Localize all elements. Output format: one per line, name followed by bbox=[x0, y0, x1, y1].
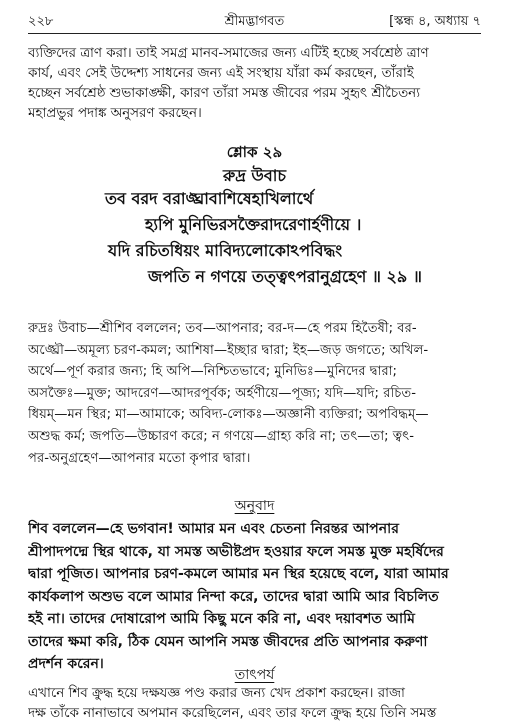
synonym-line: অশুদ্ধ কর্ম; জপতি—উচ্চারণ করে; ন গণয়ে—গ্রাহ্য করি না; তৎ—তা; ত্বৎ- bbox=[28, 428, 414, 444]
translation-line: শ্রীপাদপদ্মে স্থির থাকে, যা সমস্ত অভীষ্টপ্রদ হওয়ার ফলে সমস্ত মুক্ত মহর্ষিদের bbox=[28, 543, 444, 560]
verse-speaker: রুদ্র উবাচ bbox=[222, 166, 287, 185]
synonym-line: পর-অনুগ্রহেণ—আপনার মতো কৃপার দ্বারা। bbox=[28, 450, 251, 466]
synonym-line: অসক্তৈঃ—মুক্ত; আদরেণ—আদরপূর্বক; অর্হণীয়ে—পূজ্য; যদি—যদি; রচিত- bbox=[28, 385, 416, 401]
translation-line: শিব বললেন—হে ভগবান! আমার মন এবং চেতনা নিরন্তর আপনার bbox=[28, 521, 399, 537]
verse-line: তব বরদ বরাঙ্ঘ্রাবাশিষেহাখিলার্থে bbox=[105, 189, 314, 208]
intro-paragraph bbox=[28, 44, 480, 124]
header-divider bbox=[28, 33, 481, 34]
verse-line: যদি রচিতধিয়ং মাবিদ্যলোকোঽপবিদ্ধং bbox=[108, 241, 343, 260]
verse-line: হ্যপি মুনিভিরসক্তৈরাদরেণার্হণীয়ে । bbox=[145, 215, 362, 234]
canto-chapter-label: [স্কন্ধ ৪, অধ্যায় ৭ bbox=[389, 14, 481, 29]
translation-line: দ্বারা পূজিত। আপনার চরণ-কমলে আমার মন স্থির হয়েছে বলে, যারা আমার bbox=[28, 566, 449, 582]
translation-line: প্রদর্শন করেন। bbox=[28, 656, 104, 672]
synonym-line: ধিয়ম্—মন স্থির; মা—আমাকে; অবিদ্য-লোকঃ—অজ্ঞানী ব্যক্তিরা; অপবিদ্ধম্— bbox=[28, 407, 429, 423]
purport-line: এখানে শিব ক্রুদ্ধ হয়ে দক্ষযজ্ঞ পণ্ড করার জন্য খেদ প্রকাশ করছেন। রাজা bbox=[28, 686, 405, 701]
translation-line: কার্যকলাপ অশুভ বলে আমার নিন্দা করে, তাদের দ্বারা আমি আর বিচলিত bbox=[28, 588, 439, 605]
synonym-line: রুদ্রঃ উবাচ—শ্রীশিব বললেন; তব—আপনার; বর-দ—হে পরম হিতৈষী; বর- bbox=[28, 321, 417, 336]
paragraph-line: ব্যক্তিদের ত্রাণ করা। তাই সমগ্র মানব-সমাজের জন্য এটিই হচ্ছে সর্বশ্রেষ্ঠ ত্রাণ bbox=[28, 46, 429, 61]
translation bbox=[28, 518, 480, 676]
translation-heading: অনুবাদ bbox=[234, 498, 275, 514]
translation-line: তাদের ক্ষমা করি, ঠিক যেমন আপনি সমস্ত জীবদের প্রতি আপনার করুণা bbox=[28, 633, 428, 650]
paragraph-line: মহাপ্রভুর পদাঙ্ক অনুসরণ করছেন। bbox=[28, 106, 202, 121]
verse-line: জপতি ন গণয়ে তত্ত্বৎপরানুগ্রহেণ ॥ ২৯ ॥ bbox=[148, 267, 422, 286]
paragraph-line: হচ্ছেন সর্বশ্রেষ্ঠ শুভাকাঙ্ক্ষী, কারণ তাঁরা সমস্ত জীবের পরম সুহৃৎ শ্রীচৈতন্য bbox=[28, 86, 421, 101]
synonyms bbox=[28, 318, 480, 469]
purport bbox=[28, 684, 480, 724]
synonym-line: অঙ্ঘ্রৌ—অমূল্য চরণ-কমল; আশিষা—ইচ্ছার দ্বারা; ইহ—জড় জগতে; অখিল- bbox=[28, 342, 429, 358]
paragraph-line: কার্য, এবং সেই উদ্দেশ্য সাধনের জন্য এই সংস্থায় যাঁরা কর্ম করছেন, তাঁরাই bbox=[28, 66, 414, 81]
purport-line: দক্ষ তাঁকে নানাভাবে অপমান করেছিলেন, এবং তার ফলে ক্রুদ্ধ হয়ে তিনি সমস্ত bbox=[28, 706, 437, 721]
verse-heading: শ্লোক ২৯ bbox=[226, 143, 283, 161]
page-number: ২২৮ bbox=[28, 14, 54, 29]
purport-heading: তাৎপর্য bbox=[234, 667, 275, 683]
book-title: শ্রীমদ্ভাগবত bbox=[224, 14, 285, 29]
translation-line: হই না। তাদের দোষারোপ আমি কিছু মনে করি না, এবং দয়াবশত আমি bbox=[28, 611, 415, 627]
synonym-line: অর্থে—পূর্ণ করার জন্য; হি অপি—নিশ্চিতভাবে; মুনিভিঃ—মুনিদের দ্বারা; bbox=[28, 364, 397, 380]
